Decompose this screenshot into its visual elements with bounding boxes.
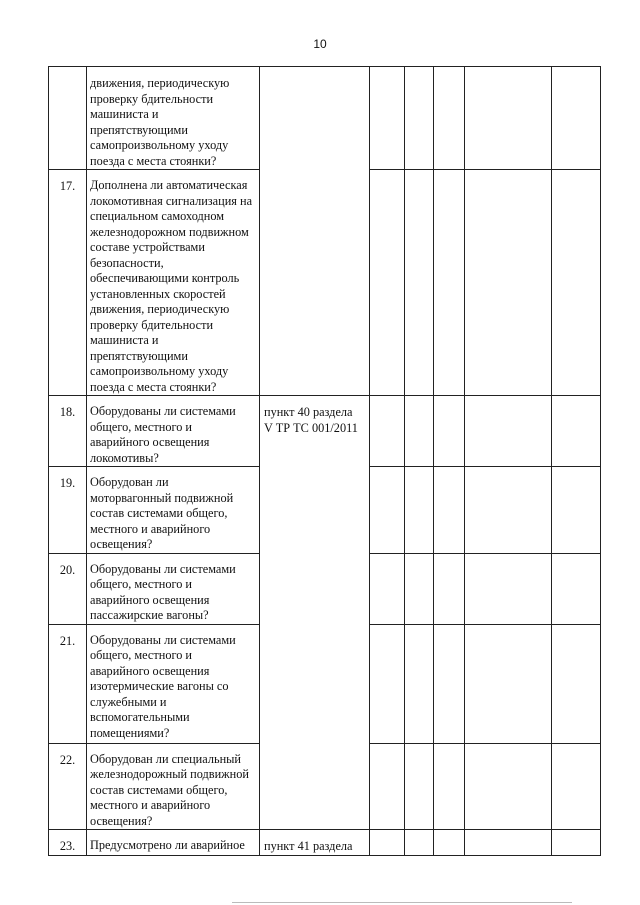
- text-line: локомотивная сигнализация на: [90, 193, 253, 208]
- answer-cell: [370, 743, 405, 830]
- text-line: освещения?: [90, 813, 153, 828]
- text-line: моторвагонный подвижной: [90, 490, 234, 505]
- requirement-reference-cell: [260, 830, 370, 856]
- text-line: аварийного освещения: [90, 435, 210, 449]
- row-number: 19.: [49, 467, 87, 554]
- text-line: помещениями?: [90, 725, 170, 740]
- answer-cell: [434, 467, 465, 554]
- answer-cell: [405, 170, 434, 396]
- answer-cell: [370, 170, 405, 396]
- text-line: аварийного освещения: [90, 663, 210, 678]
- answer-cell: [370, 396, 405, 467]
- answer-cell: [405, 67, 434, 170]
- answer-cell: [465, 624, 552, 743]
- row-number: 22.: [49, 743, 87, 830]
- text-line: движения, периодическую: [90, 302, 230, 316]
- text-line: безопасности,: [90, 255, 164, 270]
- text-line: установленных скоростей: [90, 286, 226, 301]
- answer-cell: [370, 624, 405, 743]
- answer-cell: [434, 553, 465, 624]
- row-number: 18.: [49, 396, 87, 467]
- table-row: [49, 67, 601, 170]
- table-row: [49, 396, 601, 467]
- question-cell: [87, 170, 260, 396]
- text-line: служебными и: [90, 694, 167, 709]
- text-line: железнодорожном подвижном: [90, 224, 249, 239]
- question-cell: [87, 624, 260, 743]
- text-line: пункт 41 раздела: [264, 839, 353, 853]
- text-line: общего, местного и: [90, 419, 193, 434]
- answer-cell: [434, 830, 465, 856]
- text-line: Оборудован ли: [90, 475, 169, 489]
- text-line: железнодорожный подвижной: [90, 767, 249, 781]
- text-line: Оборудованы ли системами: [90, 632, 236, 647]
- answer-cell: [405, 467, 434, 554]
- text-line: Предусмотрено ли аварийное: [90, 838, 245, 852]
- text-line: вспомогательными: [90, 710, 190, 724]
- text-line: изотермические вагоны со: [90, 679, 229, 693]
- text-line: машиниста и: [90, 107, 159, 121]
- text-line: Оборудованы ли системами: [90, 404, 236, 418]
- checklist-table: [48, 66, 601, 856]
- text-line: поезда с места стоянки?: [90, 379, 217, 394]
- text-line: препятствующими: [90, 122, 188, 137]
- text-line: состав системами общего,: [90, 506, 228, 520]
- answer-cell: [465, 830, 552, 856]
- answer-cell: [370, 553, 405, 624]
- question-cell: [87, 67, 260, 170]
- answer-cell: [465, 67, 552, 170]
- row-number: [49, 67, 87, 170]
- text-line: проверку бдительности: [90, 91, 214, 106]
- text-line: V ТР ТС 001/2011: [264, 420, 358, 435]
- text-line: проверку бдительности: [90, 317, 214, 332]
- answer-cell: [405, 553, 434, 624]
- answer-cell: [552, 743, 601, 830]
- question-cell: [87, 830, 260, 856]
- answer-cell: [405, 396, 434, 467]
- answer-cell: [370, 830, 405, 856]
- answer-cell: [434, 67, 465, 170]
- text-line: локомотивы?: [90, 450, 159, 465]
- answer-cell: [405, 830, 434, 856]
- text-line: местного и аварийного: [90, 798, 211, 812]
- row-number: 17.: [49, 170, 87, 396]
- text-line: общего, местного и: [90, 648, 193, 662]
- question-cell: [87, 396, 260, 467]
- answer-cell: [434, 743, 465, 830]
- answer-cell: [434, 170, 465, 396]
- answer-cell: [552, 624, 601, 743]
- text-line: пассажирские вагоны?: [90, 608, 209, 622]
- answer-cell: [552, 553, 601, 624]
- text-line: Дополнена ли автоматическая: [90, 178, 248, 192]
- answer-cell: [552, 467, 601, 554]
- answer-cell: [465, 170, 552, 396]
- answer-cell: [465, 396, 552, 467]
- row-number: 20.: [49, 553, 87, 624]
- row-number: 21.: [49, 624, 87, 743]
- text-line: самопроизвольному уходу: [90, 138, 229, 152]
- answer-cell: [552, 67, 601, 170]
- answer-cell: [370, 467, 405, 554]
- text-line: аварийного освещения: [90, 592, 210, 607]
- answer-cell: [405, 743, 434, 830]
- requirement-reference-cell: [260, 67, 370, 396]
- text-line: поезда с места стоянки?: [90, 153, 217, 168]
- question-cell: [87, 467, 260, 554]
- page-number: 10: [313, 37, 327, 51]
- requirement-reference-cell: [260, 396, 370, 830]
- text-line: местного и аварийного: [90, 521, 211, 536]
- row-number: 23.: [49, 830, 87, 856]
- text-line: специальном самоходном: [90, 209, 225, 223]
- text-line: освещения?: [90, 537, 153, 551]
- answer-cell: [370, 67, 405, 170]
- text-line: Оборудован ли специальный: [90, 751, 241, 766]
- text-line: препятствующими: [90, 348, 188, 363]
- page-edge-line: [232, 902, 572, 903]
- answer-cell: [465, 467, 552, 554]
- text-line: пункт 40 раздела: [264, 405, 353, 419]
- table-row: [49, 830, 601, 856]
- answer-cell: [552, 396, 601, 467]
- answer-cell: [434, 624, 465, 743]
- text-line: самопроизвольному уходу: [90, 364, 229, 378]
- answer-cell: [465, 553, 552, 624]
- text-line: состав системами общего,: [90, 782, 228, 797]
- question-cell: [87, 743, 260, 830]
- answer-cell: [552, 830, 601, 856]
- answer-cell: [434, 396, 465, 467]
- answer-cell: [405, 624, 434, 743]
- text-line: составе устройствами: [90, 240, 205, 254]
- answer-cell: [552, 170, 601, 396]
- text-line: Оборудованы ли системами: [90, 561, 236, 576]
- answer-cell: [465, 743, 552, 830]
- text-line: движения, периодическую: [90, 76, 230, 90]
- text-line: машиниста и: [90, 333, 159, 347]
- text-line: общего, местного и: [90, 577, 193, 591]
- text-line: обеспечивающими контроль: [90, 271, 240, 285]
- question-cell: [87, 553, 260, 624]
